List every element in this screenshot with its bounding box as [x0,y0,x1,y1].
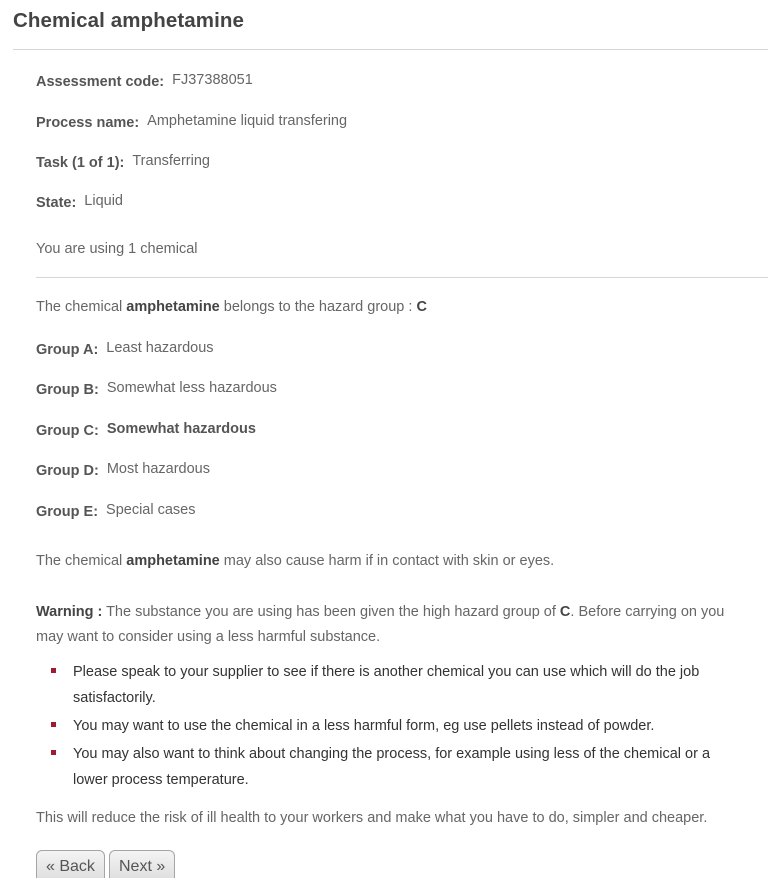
chemical-name-skin: amphetamine [126,553,220,569]
advice-text: You may want to use the chemical in a less harmful form, eg use pellets instead of powder. [73,718,655,734]
advice-text: Please speak to your supplier to see if there is another chemical you can use which will do the job satisfactorily. [73,664,700,706]
assessment-code-row [36,73,253,89]
warning-group-letter: C [559,604,571,620]
warning-paragraph [36,600,750,650]
bullet-square-icon [51,668,56,673]
task-row [36,154,210,170]
hazard-group-intro [36,295,750,320]
back-button[interactable]: « Back [36,850,105,878]
next-button[interactable]: Next » [109,850,175,878]
group-e-value: Special cases [106,502,196,518]
group-d-row [36,462,210,478]
title-divider [13,49,768,50]
warning-text-after: . Before carrying on you may want to consider using a less harmful substance. [36,604,725,645]
group-b-row [36,381,277,397]
assessment-code-value: FJ37388051 [172,72,253,88]
group-a-row [36,341,214,357]
section-divider [36,277,768,278]
skin-contact-text [36,549,750,574]
advice-list [36,659,746,795]
group-d-value: Most hazardous [106,461,210,477]
process-name-row [36,114,347,130]
bullet-square-icon [51,722,56,727]
list-item [36,713,746,739]
chemical-name: amphetamine [126,299,220,315]
warning-text-before: The substance you are using has been given the high hazard group of [102,604,560,620]
skin-suffix: may also cause harm if in contact with skin or eyes. [219,553,555,569]
state-label: State: [36,195,77,211]
group-c-label: Group C: [36,423,99,439]
advice-text: You may also want to think about changing the process, for example using less of the chemical or a lower process temperature. [73,746,711,788]
assessment-code-label: Assessment code: [36,74,165,90]
group-c-value: Somewhat hazardous [106,421,256,437]
closing-text: This will reduce the risk of ill health to your workers and make what you have to do, simpler and cheaper. [36,810,708,826]
chemical-usage-text: You are using 1 chemical [36,241,198,257]
state-row [36,194,123,210]
process-name-label: Process name: [36,115,140,131]
page-title: Chemical amphetamine [13,9,244,32]
group-c-row [36,422,256,438]
skin-prefix: The chemical [36,553,127,569]
process-name-value: Amphetamine liquid transfering [147,113,348,129]
warning-label: Warning : [36,604,103,620]
group-a-value: Least hazardous [106,340,214,356]
bullet-square-icon [51,750,56,755]
group-e-row [36,503,196,519]
group-d-label: Group D: [36,463,99,479]
hazard-intro-prefix: The chemical [36,299,127,315]
task-label: Task (1 of 1): [36,155,125,171]
group-b-value: Somewhat less hazardous [106,380,277,396]
group-b-label: Group B: [36,382,99,398]
state-value: Liquid [84,193,123,209]
list-item [36,741,746,793]
group-a-label: Group A: [36,342,99,358]
hazard-group-letter: C [416,299,427,315]
list-item [36,659,746,711]
task-value: Transferring [132,153,210,169]
group-e-label: Group E: [36,504,99,520]
hazard-intro-middle: belongs to the hazard group : [219,299,417,315]
